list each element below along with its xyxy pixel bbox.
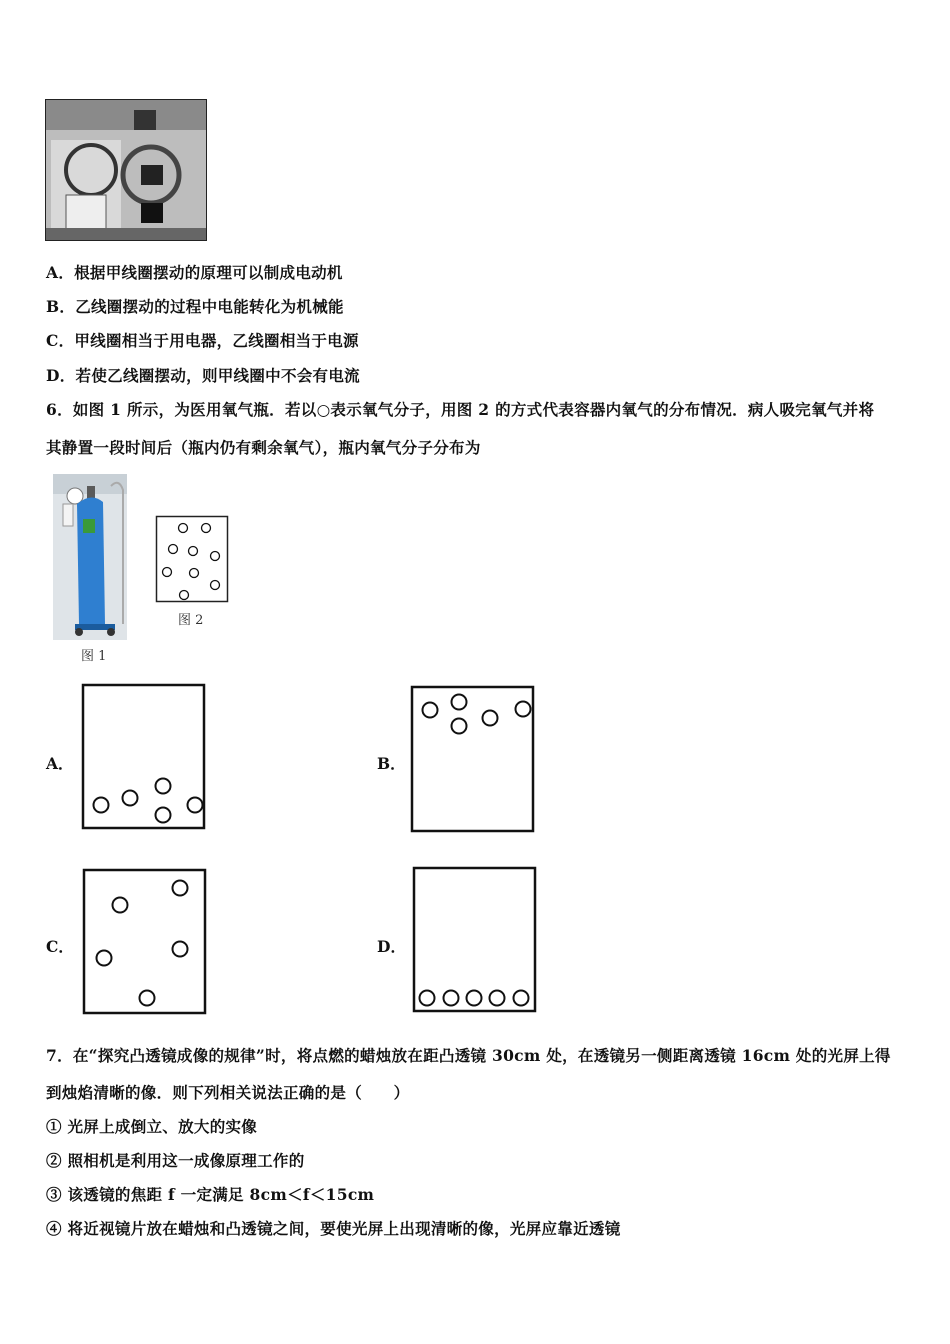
option-a-molecule <box>156 808 171 823</box>
fig2-container-diagram <box>156 516 230 604</box>
option-d-molecule <box>467 991 482 1006</box>
option-a-molecule <box>188 798 203 813</box>
coil-apparatus-drawing <box>46 100 206 240</box>
option-b-molecule <box>516 702 531 717</box>
option-d-molecule <box>420 991 435 1006</box>
option-d-molecule <box>514 991 529 1006</box>
q7-statement-4: ④ 将近视镜片放在蜡烛和凸透镜之间，要使光屏上出现清晰的像，光屏应靠近透镜 <box>46 1219 621 1238</box>
q7-statement-2: ② 照相机是利用这一成像原理工作的 <box>46 1151 305 1170</box>
option-d-molecule <box>444 991 459 1006</box>
q5-option-b: B．乙线圈摆动的过程中电能转化为机械能 <box>46 297 344 316</box>
fig2-molecule <box>163 568 172 577</box>
q6-option-c-label: C． <box>46 937 74 956</box>
q6-option-a-diagram <box>82 684 206 830</box>
q6-stem-line2: 其静置一段时间后（瓶内仍有剩余氧气），瓶内氧气分子分布为 <box>46 438 481 457</box>
option-a-molecule <box>123 791 138 806</box>
option-c-molecule <box>140 991 155 1006</box>
fig2-molecule <box>179 524 188 533</box>
q7-statement-3: ③ 该透镜的焦距 f 一定满足 8cm＜f＜15cm <box>46 1185 375 1204</box>
fig2-molecule <box>211 552 220 561</box>
q6-stem-line1: 6．如图 1 所示，为医用氧气瓶．若以○表示氧气分子，用图 2 的方式代表容器内氧气的分布情况．病人吸完氧气并将 <box>46 400 875 419</box>
q7-statement-1: ① 光屏上成倒立、放大的实像 <box>46 1117 258 1136</box>
option-c-molecule <box>173 942 188 957</box>
q7-stem-line1: 7．在“探究凸透镜成像的规律”时，将点燃的蜡烛放在距凸透镜 30cm 处，在透镜另一侧距离透镜 16cm 处的光屏上得 <box>46 1046 891 1065</box>
q6-option-a-label: A． <box>46 754 74 773</box>
option-b-molecule <box>423 703 438 718</box>
q6-option-b-diagram <box>411 686 535 832</box>
fig2-caption: 图 2 <box>178 613 204 628</box>
option-b-molecule <box>483 711 498 726</box>
option-b-molecule <box>452 719 467 734</box>
q7-stem-line2: 到烛焰清晰的像．则下列相关说法正确的是（ ） <box>46 1083 410 1102</box>
fig2-molecule <box>169 545 178 554</box>
oxygen-cylinder-drawing <box>53 474 127 640</box>
oxygen-cylinder-photo <box>53 474 127 640</box>
fig2-molecule <box>202 524 211 533</box>
fig2-molecule <box>189 547 198 556</box>
fig2-molecule <box>190 569 199 578</box>
fig2-molecule <box>180 591 189 600</box>
fig1-caption: 图 1 <box>81 649 107 664</box>
q5-option-a: A．根据甲线圈摆动的原理可以制成电动机 <box>46 263 343 282</box>
fig2-molecule <box>211 581 220 590</box>
q6-option-c-diagram <box>83 869 207 1015</box>
option-d-molecule <box>490 991 505 1006</box>
coil-apparatus-photo <box>45 99 207 241</box>
q6-option-d-label: D． <box>377 937 406 956</box>
q6-option-b-label: B． <box>377 754 406 773</box>
option-c-molecule <box>173 881 188 896</box>
q5-option-d: D．若使乙线圈摆动，则甲线圈中不会有电流 <box>46 366 360 385</box>
option-c-molecule <box>97 951 112 966</box>
option-a-molecule <box>156 779 171 794</box>
q6-option-d-diagram <box>413 867 537 1013</box>
option-a-molecule <box>94 798 109 813</box>
option-c-molecule <box>113 898 128 913</box>
q5-option-c: C．甲线圈相当于用电器，乙线圈相当于电源 <box>46 331 359 350</box>
option-b-molecule <box>452 695 467 710</box>
